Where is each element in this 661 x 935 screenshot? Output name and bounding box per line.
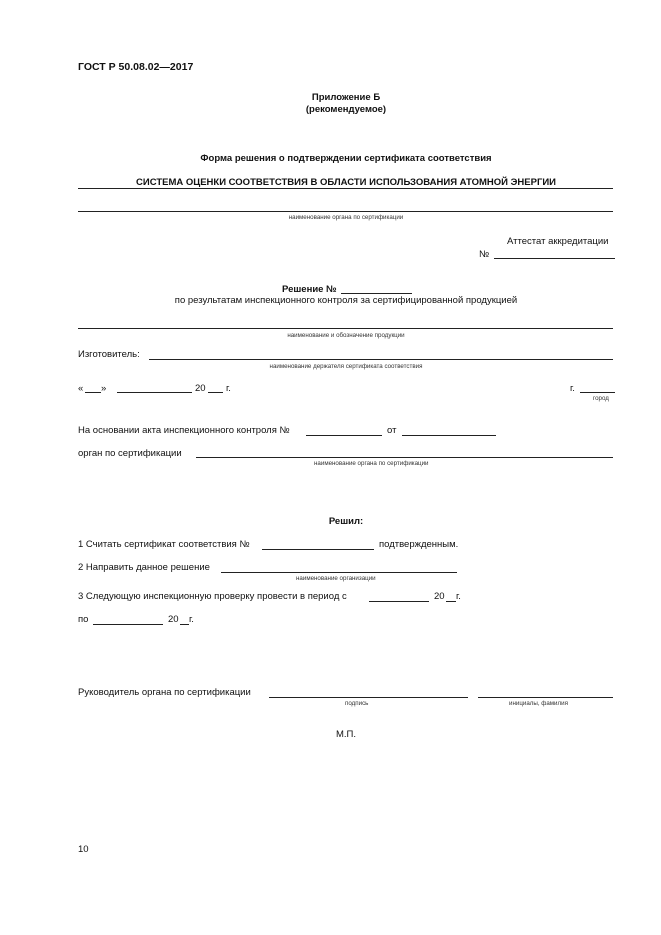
accreditation-number-line <box>494 258 615 259</box>
act-date-line <box>402 435 496 436</box>
body-caption: наименование органа по сертификации <box>314 460 429 467</box>
to-date-line <box>93 624 163 625</box>
date-quote-open: « <box>78 383 84 394</box>
system-title-line <box>78 188 613 189</box>
body-line <box>196 457 613 458</box>
product-caption: наименование и обозначение продукции <box>287 332 405 339</box>
to-year: 20 <box>168 614 179 625</box>
manufacturer-line <box>149 359 613 360</box>
decision-number-line <box>341 293 412 294</box>
date-year-suffix: г. <box>226 383 231 394</box>
item1-cert-line <box>262 549 374 550</box>
holder-caption: наименование держателя сертификата соответствия <box>269 363 423 370</box>
item2-org-line <box>221 572 457 573</box>
item3-year-line <box>446 601 456 602</box>
date-year-line <box>208 392 223 393</box>
body-label: орган по сертификации <box>78 448 182 459</box>
to-year-line <box>180 624 189 625</box>
appendix-subtitle: (рекомендуемое) <box>305 104 387 115</box>
accreditation-label: Аттестат аккредитации <box>507 236 609 247</box>
form-title: Форма решения о подтверждении сертификата соответствия <box>200 153 492 164</box>
date-day-line <box>85 392 101 393</box>
initials-caption: инициалы, фамилия <box>509 700 568 707</box>
date-quote-close: » <box>101 383 107 394</box>
signature-caption: подпись <box>345 700 369 707</box>
date-month-line <box>117 392 192 393</box>
item1-prefix: 1 Считать сертификат соответствия № <box>78 539 250 550</box>
item3-year: 20 <box>434 591 445 602</box>
head-label: Руководитель органа по сертификации <box>78 687 251 698</box>
item3-prefix: 3 Следующую инспекционную проверку провести в период с <box>78 591 347 602</box>
signature-line <box>269 697 468 698</box>
item2-prefix: 2 Направить данное решение <box>78 562 210 573</box>
stamp-label: М.П. <box>335 729 357 740</box>
initials-line <box>478 697 613 698</box>
item3-period-line <box>369 601 429 602</box>
item3-suffix: г. <box>456 591 461 602</box>
city-prefix: г. <box>570 383 575 394</box>
date-year-prefix: 20 <box>195 383 206 394</box>
organization-caption: наименование организации <box>296 575 376 582</box>
system-title: СИСТЕМА ОЦЕНКИ СООТВЕТСТВИЯ В ОБЛАСТИ ИСПОЛЬЗОВАНИЯ АТОМНОЙ ЭНЕРГИИ <box>136 177 556 188</box>
item1-suffix: подтвержденным. <box>379 539 459 550</box>
standard-number: ГОСТ Р 50.08.02—2017 <box>78 61 194 73</box>
city-line <box>580 392 615 393</box>
product-line <box>78 328 613 329</box>
to-suffix: г. <box>189 614 194 625</box>
resolved-heading: Решил: <box>328 516 364 527</box>
decision-title: Решение № <box>282 284 337 295</box>
page-number: 10 <box>78 844 89 855</box>
city-caption: город <box>593 395 609 402</box>
cert-body-line <box>78 211 613 212</box>
to-prefix: по <box>78 614 89 625</box>
basis-text: На основании акта инспекционного контроля № <box>78 425 290 436</box>
act-number-line <box>306 435 382 436</box>
accreditation-number-label: № <box>479 249 490 260</box>
decision-subtitle: по результатам инспекционного контроля за сертифицированной продукцией <box>174 295 518 306</box>
appendix-title: Приложение Б <box>311 92 381 103</box>
basis-from: от <box>387 425 397 436</box>
cert-body-caption: наименование органа по сертификации <box>288 214 404 221</box>
manufacturer-label: Изготовитель: <box>78 349 140 360</box>
